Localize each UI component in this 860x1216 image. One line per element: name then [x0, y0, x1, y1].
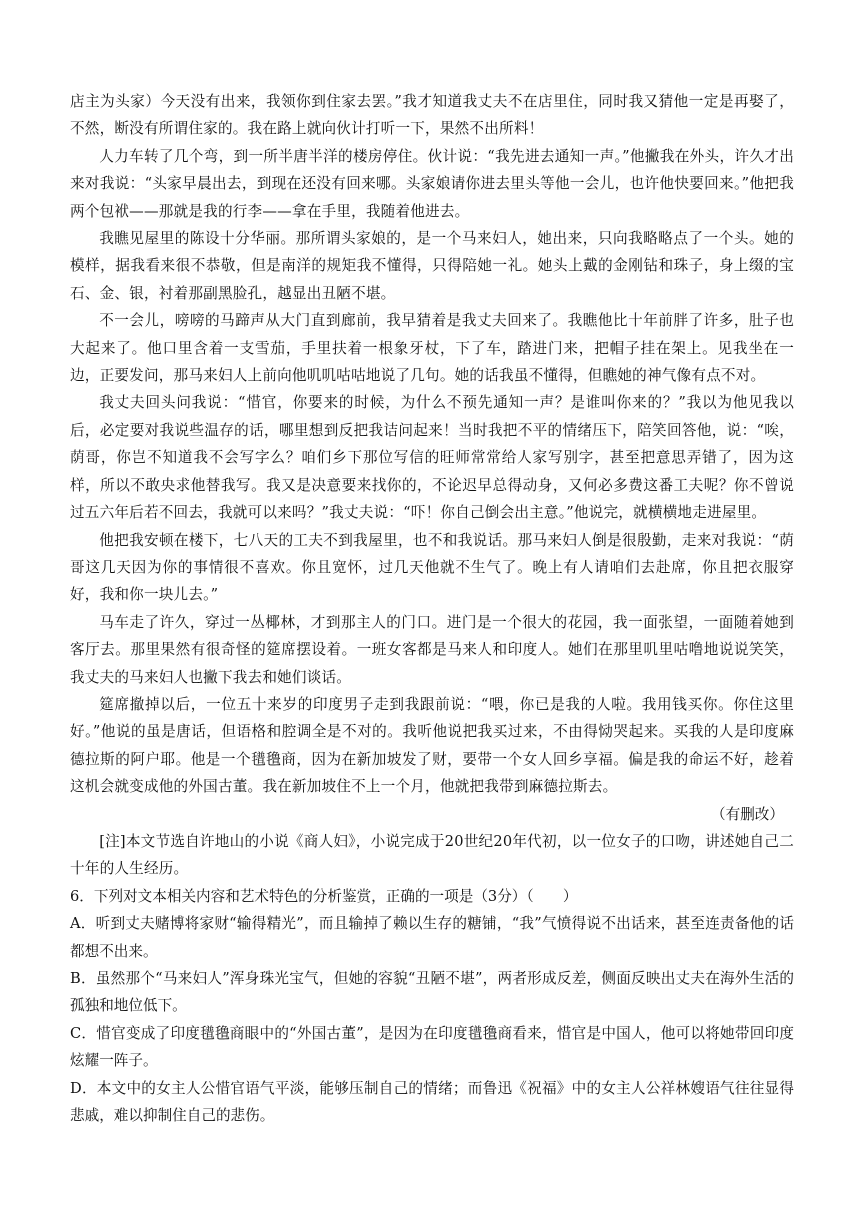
passage-paragraph: 不一会儿，嗙嗙的马蹄声从大门直到廊前，我早猜着是我丈夫回来了。我瞧他比十年前胖了许多，肚子也大起来了。他口里含着一支雪茄，手里扶着一根象牙杖，下了车，踏进门来，把帽子挂在架上。见我坐在一边，正要发问，那马来妇人上前向他叽叽咕咕地说了几句。她的话我虽不懂得，但瞧她的神气像有点不对。 — [70, 312, 794, 385]
passage-paragraph: 我丈夫回头问我说：“惜官，你要来的时候，为什么不预先通知一声？是谁叫你来的？”我以为他见我以后，必定要对我说些温存的话，哪里想到反把我诘问起来！当时我把不平的情绪压下，陪笑回答他，说：“唉，荫哥，你岂不知道我不会写字么？咱们乡下那位写信的旺师常常给人家写别字，甚至把意思弄错了，因为这样，所以不敢央求他替我写。我又是决意要来找你的，不论迟早总得动身，又何必多费这番工夫呢？你不曾说过五六年后若不回去，我就可以来吗？”我丈夫说：“吓！你自己倒会出主意。”他说完，就横横地走进屋里。 — [70, 394, 794, 522]
passage-paragraph-continued: 店主为头家）今天没有出来，我领你到住家去罢。”我才知道我丈夫不在店里住，同时我又猜他一定是再娶了，不然，断没有所谓住家的。我在路上就向伙计打听一下，果然不出所料！ — [70, 93, 794, 138]
passage-paragraph: 筵席撤掉以后，一位五十来岁的印度男子走到我跟前说：“喂，你已是我的人啦。我用钱买你。你住这里好。”他说的虽是唐话，但语格和腔调全是不对的。我听他说把我买过来，不由得恸哭起来。买我的人是印度麻德拉斯的阿户耶。他是一个氆氇商，因为在新加坡发了财，要带一个女人回乡享福。偏是我的命运不好，趁着这机会就变成他的外国古董。我在新加坡住不上一个月，他就把我带到麻德拉斯去。 — [70, 695, 794, 796]
passage-paragraph: 马车走了许久，穿过一丛椰林，才到那主人的门口。进门是一个很大的花园，我一面张望，一面随着她到客厅去。那里果然有很奇怪的筵席摆设着。一班女客都是马来人和印度人。她们在那里叽里咕噜地说说笑笑，我丈夫的马来妇人也撇下我去和她们谈话。 — [70, 613, 794, 686]
source-note: [注]本文节选自许地山的小说《商人妇》，小说完成于20世纪20年代初，以一位女子的口吻，讲述她自己二十年的人生经历。 — [70, 832, 794, 878]
option-d: D．本文中的女主人公惜官语气平淡，能够压制自己的情绪；而鲁迅《祝福》中的女主人公祥林嫂语气往往显得悲戚，难以抑制住自己的悲伤。 — [70, 1079, 794, 1125]
edit-note: （有删改） — [711, 805, 784, 823]
document-page — [70, 88, 794, 1129]
option-a: A．听到丈夫赌博将家财“输得精光”，而且输掉了赖以生存的糖铺，“我”气愤得说不出话来，甚至连责备他的话都想不出来。 — [70, 915, 794, 960]
passage-paragraph: 我瞧见屋里的陈设十分华丽。那所谓头家娘的，是一个马来妇人，她出来，只向我略略点了一个头。她的模样，据我看来很不恭敬，但是南洋的规矩我不懂得，只得陪她一礼。她头上戴的金刚钻和珠子，身上缀的宝石、金、银，衬着那副黑脸孔，越显出丑陋不堪。 — [70, 230, 794, 302]
passage-paragraph: 人力车转了几个弯，到一所半唐半洋的楼房停住。伙计说：“我先进去通知一声。”他撇我在外头，许久才出来对我说：“头家早晨出去，到现在还没有回来哪。头家娘请你进去里头等他一会儿，也许他快要回来。”他把我两个包袱——那就是我的行李——拿在手里，我随着他进去。 — [70, 147, 794, 220]
option-c: C．惜官变成了印度氆氇商眼中的“外国古董”，是因为在印度氆氇商看来，惜官是中国人，他可以将她带回印度炫耀一阵子。 — [70, 1024, 794, 1070]
option-b: B．虽然那个“马来妇人”浑身珠光宝气，但她的容貌“丑陋不堪”，两者形成反差，侧面反映出丈夫在海外生活的孤独和地位低下。 — [70, 970, 794, 1015]
question-stem: 6．下列对文本相关内容和艺术特色的分析鉴赏，正确的一项是（3分）（ ） — [70, 887, 578, 905]
passage-paragraph: 他把我安顿在楼下，七八天的工夫不到我屋里，也不和我说话。那马来妇人倒是很殷勤，走来对我说：“荫哥这几天因为你的事情很不喜欢。你且宽怀，过几天他就不生气了。晚上有人请咱们去赴席，你且把衣服穿好，我和你一块儿去。” — [70, 531, 794, 604]
